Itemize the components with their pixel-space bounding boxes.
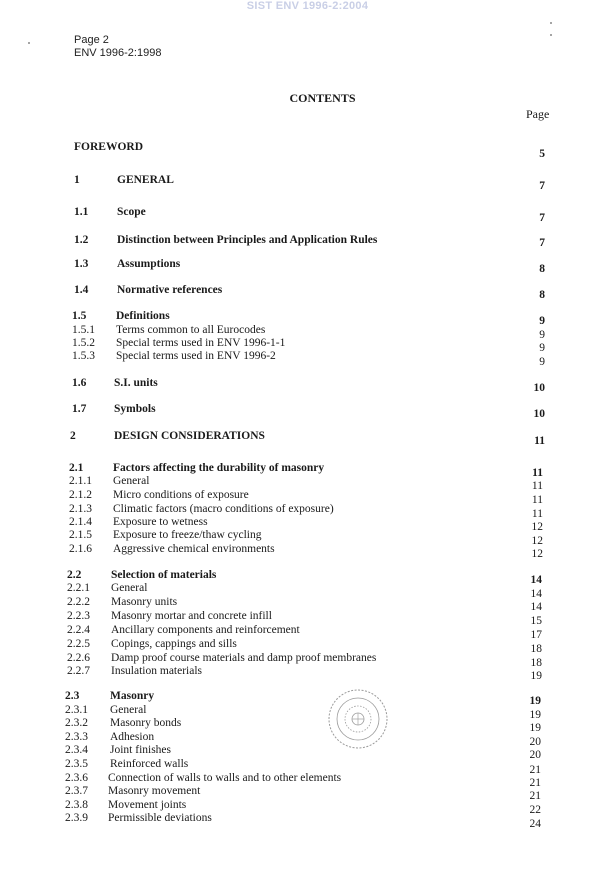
toc-entry	[0, 623, 615, 641]
toc-number: 2.1.6	[69, 543, 92, 555]
toc-page: 19	[529, 709, 541, 721]
toc-number: 2.3.5	[65, 758, 88, 770]
toc-label: Copings, cappings and sills	[111, 638, 237, 650]
toc-entry	[0, 595, 615, 613]
toc-entry	[0, 581, 615, 600]
toc-number: 1.3	[74, 258, 89, 270]
toc-label: Exposure to freeze/thaw cycling	[113, 529, 262, 541]
toc-label: Exposure to wetness	[113, 516, 208, 528]
toc-entry	[0, 323, 615, 341]
toc-entry	[0, 402, 615, 420]
toc-number: 1.4	[74, 284, 89, 296]
toc-number: 2.3.4	[65, 744, 88, 756]
library-stamp-icon	[326, 688, 390, 750]
toc-label: Movement joints	[108, 799, 187, 811]
toc-number: 2.2.1	[67, 582, 90, 594]
toc-entry	[0, 429, 615, 447]
toc-page: 19	[529, 722, 541, 734]
toc-page: 21	[529, 790, 541, 802]
toc-page: 22	[529, 804, 541, 816]
toc-page: 14	[530, 588, 542, 600]
toc-entry	[0, 515, 615, 533]
toc-label: Masonry units	[111, 596, 178, 608]
toc-page: 12	[531, 548, 543, 560]
toc-page: 21	[529, 777, 541, 789]
toc-entry	[0, 798, 615, 816]
toc-entry	[0, 283, 615, 301]
toc-entry	[0, 703, 615, 721]
toc-number: 2.3.1	[65, 704, 88, 716]
toc-number: 1.1	[74, 206, 89, 218]
scan-speck	[550, 22, 552, 24]
toc-label: Special terms used in ENV 1996-2	[116, 350, 276, 362]
toc-label: DESIGN CONSIDERATIONS	[114, 430, 265, 442]
toc-entry	[0, 637, 615, 655]
toc-label: Masonry movement	[108, 785, 201, 797]
toc-label: Assumptions	[117, 258, 181, 270]
toc-page: 14	[530, 574, 542, 586]
toc-label: Selection of materials	[111, 569, 217, 581]
toc-entry	[0, 811, 615, 830]
toc-number: 2.2.7	[67, 665, 90, 677]
toc-label: Definitions	[116, 310, 170, 322]
toc-page: 24	[529, 818, 541, 830]
toc-label: Masonry mortar and concrete infill	[111, 610, 272, 622]
toc-label: S.I. units	[114, 377, 158, 389]
toc-label: Damp proof course materials and damp proof membranes	[111, 652, 377, 664]
toc-page: 9	[539, 329, 545, 341]
toc-page: 15	[530, 615, 542, 627]
toc-number: 2.1.3	[69, 503, 92, 515]
toc-entry	[0, 140, 615, 160]
toc-number: 2.3.8	[65, 799, 88, 811]
scan-speck	[28, 42, 30, 44]
toc-number: 1.5.2	[72, 337, 95, 349]
toc-page: 18	[530, 657, 542, 669]
toc-label: Special terms used in ENV 1996-1-1	[116, 337, 286, 349]
toc-label: Scope	[117, 206, 146, 218]
toc-number: 1.5.3	[72, 350, 95, 362]
toc-page: 20	[529, 749, 541, 761]
toc-number: 1.6	[72, 377, 87, 389]
toc-number: 2.2.3	[67, 610, 90, 622]
toc-number: 1.2	[74, 234, 89, 246]
toc-entry	[0, 309, 615, 327]
toc-label: Distinction between Principles and Application Rules	[117, 234, 378, 246]
toc-number: 1	[74, 174, 80, 186]
toc-entry	[0, 568, 615, 586]
toc-label: Ancillary components and reinforcement	[111, 624, 300, 636]
toc-number: 2.1.1	[69, 475, 92, 487]
toc-page: 11	[532, 467, 543, 479]
toc-number: 2.1.2	[69, 489, 92, 501]
toc-entry	[0, 257, 615, 275]
toc-label: Permissible deviations	[108, 812, 212, 824]
scan-speck	[550, 34, 552, 36]
toc-number: 2.3	[65, 690, 80, 702]
toc-label: Factors affecting the durability of masonry	[113, 462, 325, 474]
toc-entry	[0, 528, 615, 547]
toc-label: Insulation materials	[111, 665, 203, 677]
toc-number: 2.3.7	[65, 785, 88, 797]
toc-number: 2.1.5	[69, 529, 92, 541]
toc-entry	[0, 689, 615, 707]
toc-label: GENERAL	[117, 174, 174, 186]
page-title: CONTENTS	[289, 91, 356, 105]
toc-page: 12	[531, 521, 543, 533]
toc-page: 7	[539, 237, 545, 249]
toc-page: 9	[539, 315, 545, 327]
toc-entry	[0, 743, 615, 761]
toc-number: 2.3.3	[65, 731, 88, 743]
toc-page: 9	[539, 356, 545, 368]
toc-page: 7	[539, 212, 545, 224]
toc-number: 2.3.2	[65, 717, 88, 729]
toc-entry	[0, 349, 615, 368]
toc-number: 2.2.4	[67, 624, 90, 636]
toc-number: 2.1	[69, 462, 84, 474]
standard-id-header: ENV 1996-2:1998	[74, 47, 162, 59]
toc-page: 14	[530, 601, 542, 613]
toc-page: 20	[529, 736, 541, 748]
toc-entry	[0, 502, 615, 520]
toc-label: Terms common to all Eurocodes	[116, 324, 266, 336]
toc-page: 12	[531, 535, 543, 547]
toc-label: Normative references	[117, 284, 223, 296]
toc-page: 10	[533, 408, 545, 420]
toc-label: Micro conditions of exposure	[113, 489, 249, 501]
toc-label: Aggressive chemical environments	[113, 543, 275, 555]
toc-page: 11	[534, 435, 545, 447]
toc-entry	[0, 542, 615, 560]
toc-number: 2.3.9	[65, 812, 88, 824]
toc-entry	[0, 651, 615, 669]
toc-page: 11	[531, 480, 543, 492]
toc-entry	[0, 336, 615, 354]
toc-entry	[0, 488, 615, 506]
toc-number: 2.3.6	[65, 772, 88, 784]
toc-label: Connection of walls to walls and to other elements	[108, 772, 342, 784]
toc-number: 2	[70, 430, 76, 442]
toc-entry	[0, 784, 615, 802]
page-number-header: Page 2	[74, 34, 109, 46]
toc-entry	[0, 474, 615, 492]
toc-number: 1.5	[72, 310, 87, 322]
watermark: SIST ENV 1996-2:2004	[246, 0, 369, 12]
toc-heading: FOREWORD	[74, 141, 143, 153]
toc-page: 11	[531, 508, 543, 520]
toc-entry	[0, 233, 615, 247]
toc-page: 17	[530, 629, 542, 641]
toc-entry	[0, 757, 615, 776]
toc-number: 2.2.6	[67, 652, 90, 664]
toc-page: 19	[530, 670, 542, 682]
toc-number: 1.7	[72, 403, 87, 415]
toc-number: 2.2.5	[67, 638, 90, 650]
toc-page: 19	[529, 695, 541, 707]
toc-number: 1.5.1	[72, 324, 95, 336]
toc-number: 2.2	[67, 569, 82, 581]
toc-number: 2.1.4	[69, 516, 92, 528]
toc-page: 5	[539, 148, 545, 160]
toc-entry	[0, 461, 615, 479]
toc-page: 9	[539, 342, 545, 354]
toc-number: 2.2.2	[67, 596, 90, 608]
toc-page: 7	[539, 180, 545, 192]
toc-entry	[0, 664, 615, 682]
toc-label: Climatic factors (macro conditions of exposure)	[113, 503, 334, 515]
toc-entry	[0, 716, 615, 734]
toc-page: 18	[530, 643, 542, 655]
toc-label: Joint finishes	[110, 744, 172, 756]
toc-entry	[0, 205, 615, 224]
toc-page: 8	[539, 289, 545, 301]
toc-label: General	[110, 704, 147, 716]
toc-entry	[0, 609, 615, 627]
toc-page: 10	[533, 382, 545, 394]
toc-label: General	[113, 475, 150, 487]
toc-page: 8	[539, 263, 545, 275]
toc-entry	[0, 730, 615, 748]
toc-label: Masonry bonds	[110, 717, 182, 729]
toc-label: Reinforced walls	[110, 758, 189, 770]
toc-page: 21	[529, 764, 541, 776]
toc-label: General	[111, 582, 148, 594]
page-column-header: Page	[526, 107, 550, 121]
toc-page: 11	[531, 494, 543, 506]
toc-label: Symbols	[114, 403, 156, 415]
toc-entry	[0, 771, 615, 789]
toc-entry	[0, 173, 615, 192]
toc-label: Adhesion	[110, 731, 155, 743]
toc-label: Masonry	[110, 690, 155, 702]
toc-entry	[0, 376, 615, 394]
